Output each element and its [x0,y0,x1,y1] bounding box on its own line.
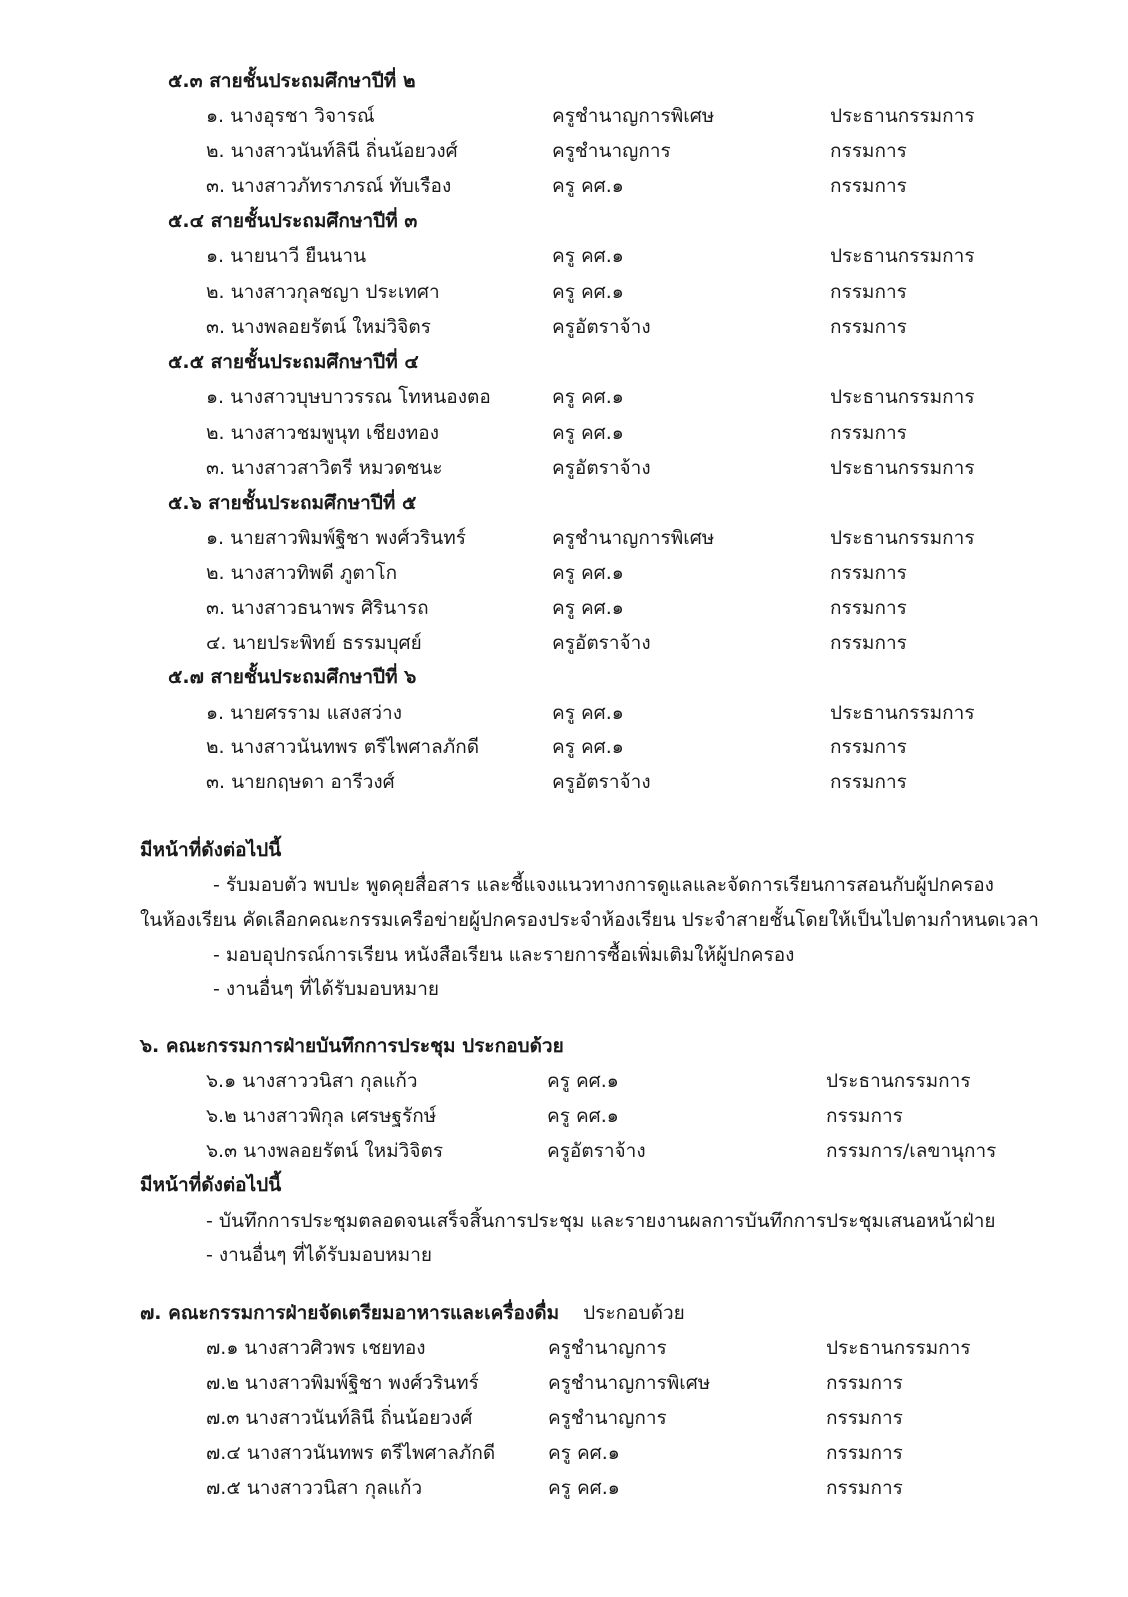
duty-item: - งานอื่นๆ ที่ได้รับมอบหมาย [206,1244,433,1266]
member-position: ครู คศ.๑ [552,281,624,303]
member-role: กรรมการ [830,316,907,338]
member-position: ครูอัตราจ้าง [552,457,651,479]
section-heading: ๖. คณะกรรมการฝ่ายบันทึกการประชุม ประกอบด้วย [140,1035,564,1057]
member-name: ๓. นางสาวสาวิตรี หมวดชนะ [206,457,443,479]
group-heading: ๕.๕ สายชั้นประถมศึกษาปีที่ ๔ [168,351,419,373]
member-name: ๑. นายสาวพิมพ์ฐิชา พงศ์วรินทร์ [206,527,466,549]
member-role: กรรมการ [826,1407,903,1429]
member-name: ๒. นางสาวกุลชญา ประเทศา [206,281,440,303]
duties-heading: มีหน้าที่ดังต่อไปนี้ [140,1174,282,1196]
member-position: ครู คศ.๑ [548,1442,620,1464]
member-position: ครูชำนาญการพิเศษ [552,527,715,549]
member-name: ๖.๒ นางสาวพิกุล เศรษฐรักษ์ [206,1105,437,1127]
member-name: ๓. นางสาวภัทราภรณ์ ทับเรือง [206,175,452,197]
member-position: ครูอัตราจ้าง [552,632,651,654]
member-name: ๒. นางสาวนันทพร ตรีไพศาลภักดี [206,736,480,758]
member-position: ครูชำนาญการ [548,1407,667,1429]
member-name: ๓. นายกฤษดา อารีวงศ์ [206,771,395,793]
duties-heading: มีหน้าที่ดังต่อไปนี้ [140,839,282,861]
member-position: ครูอัตราจ้าง [552,316,651,338]
member-position: ครู คศ.๑ [552,386,624,408]
member-role: ประธานกรรมการ [830,457,975,479]
duty-item: - งานอื่นๆ ที่ได้รับมอบหมาย [213,978,440,1000]
member-name: ๗.๕ นางสาววนิสา กุลแก้ว [206,1477,423,1499]
member-position: ครู คศ.๑ [552,702,624,724]
member-name: ๓. นางสาวธนาพร ศิรินารถ [206,597,429,619]
member-name: ๑. นายนาวี ยืนนาน [206,245,367,267]
member-position: ครู คศ.๑ [552,422,624,444]
member-position: ครู คศ.๑ [552,597,624,619]
member-role: กรรมการ [830,281,907,303]
member-role: ประธานกรรมการ [830,527,975,549]
member-role: กรรมการ/เลขานุการ [826,1140,997,1162]
member-name: ๗.๑ นางสาวศิวพร เชยทอง [206,1337,426,1359]
member-name: ๖.๓ นางพลอยรัตน์ ใหม่วิจิตร [206,1140,444,1162]
duty-item: ในห้องเรียน คัดเลือกคณะกรรมเครือข่ายผู้ปกครองประจำห้องเรียน ประจำสายชั้นโดยให้เป็นไปตามกำหนดเวลา [140,909,1039,931]
group-heading: ๕.๔ สายชั้นประถมศึกษาปีที่ ๓ [168,210,418,232]
duty-item: - มอบอุปกรณ์การเรียน หนังสือเรียน และรายการซื้อเพิ่มเติมให้ผู้ปกครอง [213,944,795,966]
member-name: ๑. นางอุรชา วิจารณ์ [206,105,375,127]
member-role: ประธานกรรมการ [826,1070,971,1092]
member-position: ครู คศ.๑ [552,736,624,758]
member-position: ครูอัตราจ้าง [552,771,651,793]
member-name: ๒. นางสาวชมพูนุท เชียงทอง [206,422,439,444]
member-name: ๗.๔ นางสาวนันทพร ตรีไพศาลภักดี [206,1442,496,1464]
member-name: ๔. นายประพิทย์ ธรรมบุศย์ [206,632,422,654]
member-role: กรรมการ [830,175,907,197]
member-position: ครูชำนาญการ [552,140,671,162]
member-role: กรรมการ [830,632,907,654]
member-role: กรรมการ [830,597,907,619]
member-name: ๑. นายศรราม แสงสว่าง [206,702,402,724]
section-heading-suffix: ประกอบด้วย [583,1302,685,1324]
member-name: ๑. นางสาวบุษบาวรรณ โทหนองตอ [206,386,491,408]
member-role: กรรมการ [826,1372,903,1394]
member-role: กรรมการ [830,771,907,793]
member-name: ๗.๒ นางสาวพิมพ์ฐิชา พงศ์วรินทร์ [206,1372,479,1394]
duty-item: - รับมอบตัว พบปะ พูดคุยสื่อสาร และชี้แจงแนวทางการดูแลและจัดการเรียนการสอนกับผู้ปกครอง [213,874,994,896]
member-name: ๒. นางสาวทิพดี ภูตาโก [206,562,398,584]
member-position: ครูชำนาญการพิเศษ [548,1372,711,1394]
duty-item: - บันทึกการประชุมตลอดจนเสร็จสิ้นการประชุม และรายงานผลการบันทึกการประชุมเสนอหน้าฝ่าย [206,1210,996,1232]
member-position: ครู คศ.๑ [547,1070,619,1092]
member-name: ๒. นางสาวนันท์ลินี ถิ่นน้อยวงศ์ [206,140,458,162]
member-role: กรรมการ [826,1105,903,1127]
member-position: ครูชำนาญการพิเศษ [552,105,715,127]
member-position: ครู คศ.๑ [552,562,624,584]
member-role: ประธานกรรมการ [830,245,975,267]
member-role: กรรมการ [830,422,907,444]
group-heading: ๕.๓ สายชั้นประถมศึกษาปีที่ ๒ [168,70,416,92]
member-name: ๖.๑ นางสาววนิสา กุลแก้ว [206,1070,418,1092]
member-role: กรรมการ [830,140,907,162]
member-role: กรรมการ [830,562,907,584]
section-heading-row [140,1300,685,1326]
member-role: กรรมการ [826,1442,903,1464]
member-position: ครู คศ.๑ [548,1477,620,1499]
member-role: ประธานกรรมการ [830,386,975,408]
member-position: ครู คศ.๑ [547,1105,619,1127]
member-position: ครู คศ.๑ [552,245,624,267]
member-role: กรรมการ [830,736,907,758]
member-position: ครู คศ.๑ [552,175,624,197]
member-name: ๓. นางพลอยรัตน์ ใหม่วิจิตร [206,316,431,338]
member-role: ประธานกรรมการ [830,105,975,127]
section-heading: ๗. คณะกรรมการฝ่ายจัดเตรียมอาหารและเครื่องดื่ม [140,1302,560,1324]
member-role: ประธานกรรมการ [826,1337,971,1359]
member-position: ครูชำนาญการ [548,1337,667,1359]
member-name: ๗.๓ นางสาวนันท์ลินี ถิ่นน้อยวงศ์ [206,1407,473,1429]
member-role: กรรมการ [826,1477,903,1499]
member-position: ครูอัตราจ้าง [547,1140,646,1162]
group-heading: ๕.๗ สายชั้นประถมศึกษาปีที่ ๖ [168,666,417,688]
group-heading: ๕.๖ สายชั้นประถมศึกษาปีที่ ๕ [168,492,417,514]
member-role: ประธานกรรมการ [830,702,975,724]
